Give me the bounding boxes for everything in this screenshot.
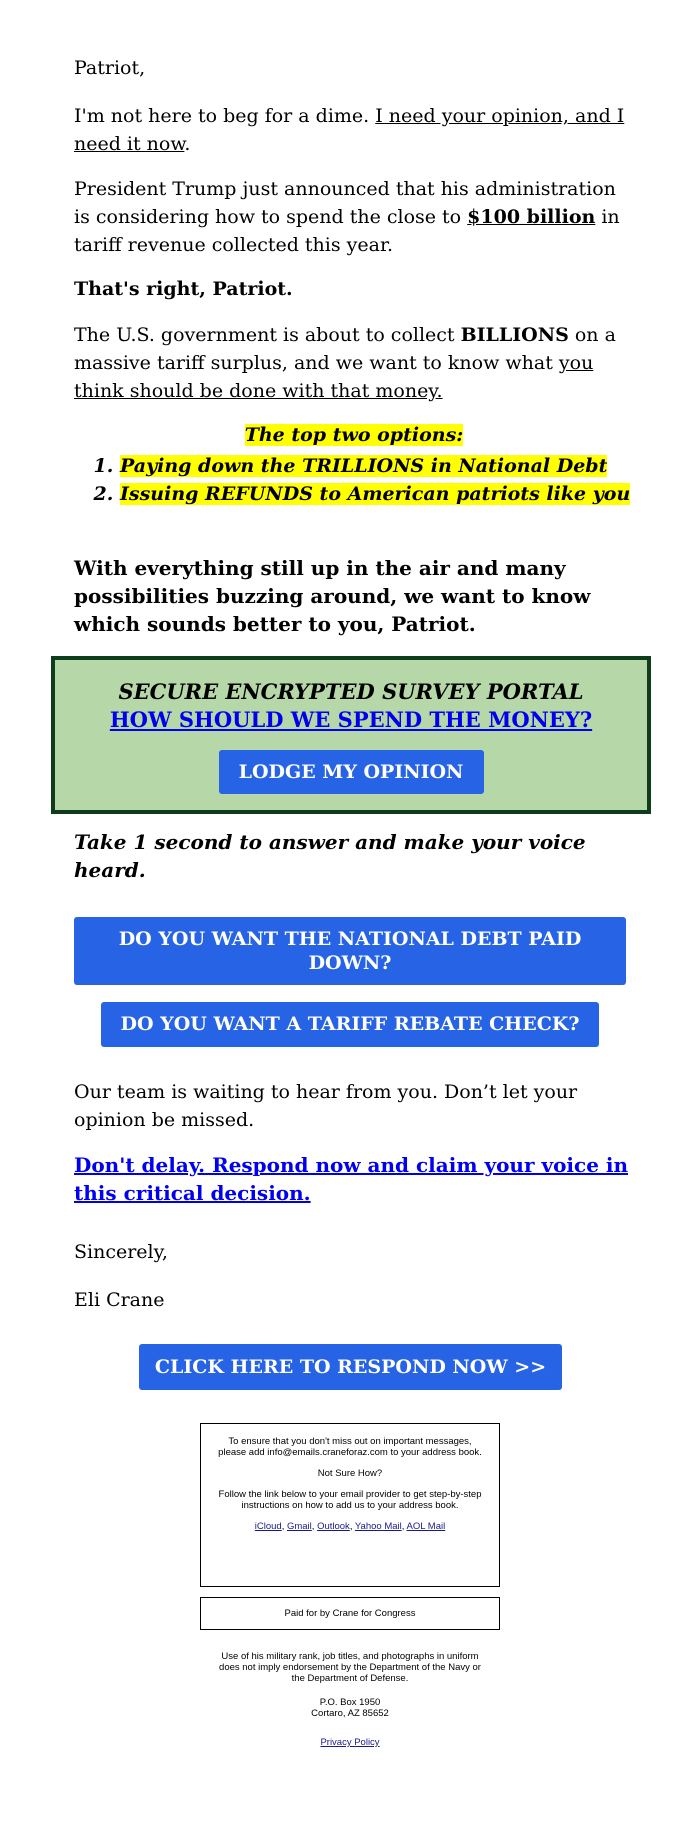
provider-links: iCloud, Gmail, Outlook, Yahoo Mail, AOL Mail (254, 1521, 446, 1532)
address (215, 1697, 485, 1719)
ensure-text: To ensure that you don't miss out on important messages, please add info@emails.craneforaz.com to your address book. (218, 1436, 482, 1458)
national-debt-button[interactable]: DO YOU WANT THE NATIONAL DEBT PAID DOWN? (74, 917, 626, 985)
address-line: P.O. Box 1950 (319, 1697, 381, 1708)
option-text: Issuing REFUNDS to American patriots like you (120, 483, 631, 505)
greeting: Patriot, (74, 57, 146, 79)
survey-portal-box (51, 656, 651, 814)
you-think: you think should be done with that money. (74, 352, 594, 402)
options-list (96, 452, 630, 508)
billions: BILLIONS (460, 324, 569, 346)
spend-money-link[interactable]: HOW SHOULD WE SPEND THE MONEY? (109, 707, 593, 732)
delay-paragraph (74, 1151, 634, 1207)
buzzing-paragraph: With everything still up in the air and many possibilities buzzing around, we want to know which sounds better to you, Patriot. (74, 556, 591, 636)
team-waiting: Our team is waiting to hear from you. Don’t let your opinion be missed. (74, 1081, 578, 1131)
surplus-middle: on a massive tariff surplus, and we want to know what (74, 324, 616, 374)
not-sure-text: Not Sure How? (317, 1468, 383, 1479)
gmail-link[interactable]: Gmail (286, 1521, 312, 1532)
privacy-wrap (215, 1737, 485, 1748)
announcement-paragraph (74, 175, 634, 259)
icloud-link[interactable]: iCloud (254, 1521, 282, 1532)
respond-now-link[interactable]: Don't delay. Respond now and claim your voice in this critical decision. (74, 1153, 629, 1205)
paid-for-box (200, 1597, 500, 1630)
intro-end: . (184, 133, 191, 155)
take-second: Take 1 second to answer and make your voice heard. (74, 830, 586, 882)
address-line: Cortaro, AZ 85652 (311, 1708, 389, 1719)
option-item (120, 452, 630, 480)
lodge-opinion-button[interactable]: LODGE MY OPINION (219, 750, 484, 794)
address-book-box (200, 1423, 500, 1587)
portal-title: SECURE ENCRYPTED SURVEY PORTAL (118, 679, 584, 704)
opinion-underlined: I need your opinion, and I need it now (74, 105, 625, 155)
follow-text: Follow the link below to your email provider to get step-by-step instructions on how to add us to your address book. (218, 1489, 482, 1511)
outlook-link[interactable]: Outlook (317, 1521, 350, 1532)
surplus-paragraph (74, 321, 634, 405)
paid-for-text: Paid for by Crane for Congress (284, 1608, 416, 1619)
privacy-policy-link[interactable]: Privacy Policy (320, 1737, 380, 1748)
tariff-rebate-button[interactable]: DO YOU WANT A TARIFF REBATE CHECK? (101, 1002, 599, 1047)
disclaimer: Use of his military rank, job titles, and photographs in uniform does not imply endorsement by the Department of the Navy or the Department of Defense. (219, 1651, 481, 1684)
aol-link[interactable]: AOL Mail (406, 1521, 446, 1532)
option-item (120, 480, 630, 508)
surplus-text: The U.S. government is about to collect (74, 324, 461, 346)
amount: $100 billion (467, 206, 596, 228)
thats-right: That's right, Patriot. (74, 278, 293, 300)
intro-paragraph (74, 102, 634, 158)
sincerely: Sincerely, (74, 1241, 168, 1263)
yahoo-link[interactable]: Yahoo Mail (354, 1521, 402, 1532)
options-heading-wrap (74, 421, 634, 449)
intro-text: I'm not here to beg for a dime. (74, 105, 376, 127)
announcement-text: President Trump just announced that his administration is considering how to spend the close to (74, 178, 616, 228)
option-text: Paying down the TRILLIONS in National Debt (120, 455, 608, 477)
announcement-end: in tariff revenue collected this year. (74, 206, 620, 256)
respond-now-button[interactable]: CLICK HERE TO RESPOND NOW >> (139, 1344, 562, 1390)
options-heading: The top two options: (244, 424, 464, 446)
signature: Eli Crane (74, 1289, 165, 1311)
